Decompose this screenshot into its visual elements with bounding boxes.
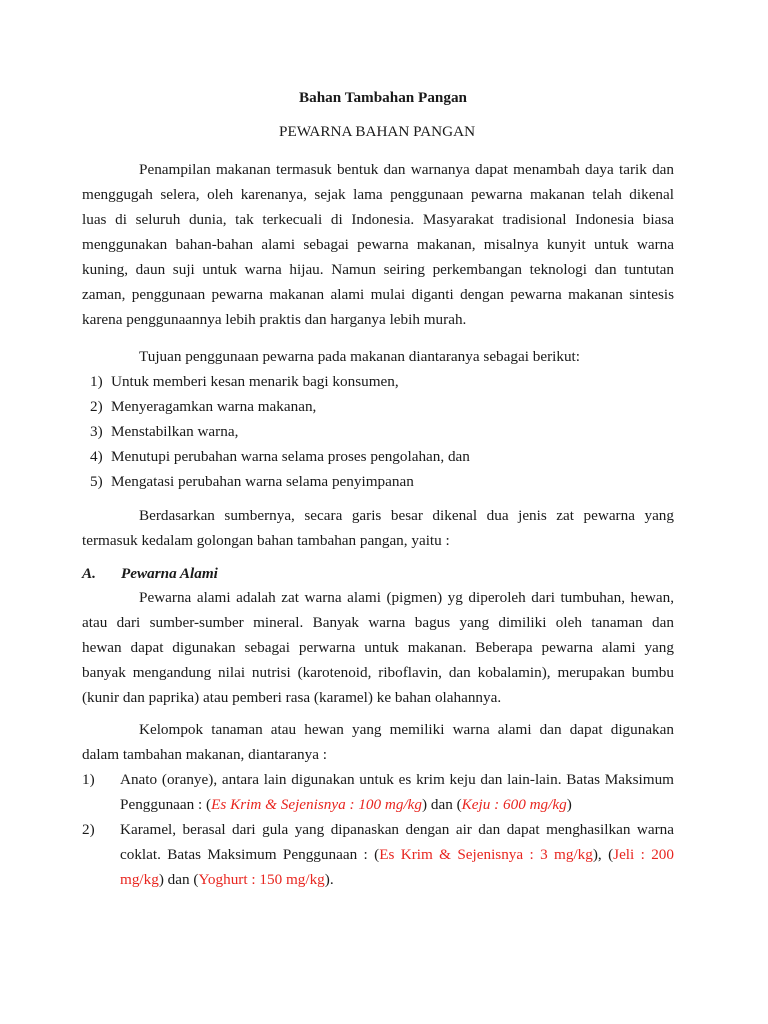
colorant-item-line: coklat. Batas Maksimum Penggunaan : (Es Krim & Sejenisnya : 3 mg/kg), (Jeli : 200 <box>120 846 674 863</box>
list-item-number: 3) <box>90 423 103 440</box>
colorant-item-line: Karamel, berasal dari gula yang dipanaskan dengan air dan dapat menghasilkan warna <box>120 821 674 838</box>
list-item: Menutupi perubahan warna selama proses pengolahan, dan <box>111 448 470 465</box>
max-usage-limit: Yoghurt : 150 mg/kg <box>198 871 325 888</box>
paragraph-5-line: dalam tambahan makanan, diantaranya : <box>82 746 328 763</box>
list-item-number: 1) <box>90 373 103 390</box>
document-title: Bahan Tambahan Pangan <box>299 89 467 106</box>
list-item: Mengatasi perubahan warna selama penyimpanan <box>111 473 414 490</box>
colorant-item-line: Anato (oranye), antara lain digunakan untuk es krim keju dan lain-lain. Batas Maksimum <box>120 771 674 788</box>
max-usage-limit: Es Krim & Sejenisnya : 3 mg/kg <box>379 846 593 863</box>
list-item-number: 5) <box>90 473 103 490</box>
paragraph-1-line: menggunakan bahan-bahan alami sebagai pewarna makanan, misalnya kunyit untuk warna <box>82 236 674 253</box>
paragraph-4-line: Pewarna alami adalah zat warna alami (pigmen) yg diperoleh dari tumbuhan, hewan, <box>139 589 674 606</box>
list-item: Menstabilkan warna, <box>111 423 239 440</box>
paragraph-4-line: (kunir dan paprika) atau pemberi rasa (karamel) ke bahan olahannya. <box>82 689 502 706</box>
paragraph-1-line: kuning, daun suji untuk warna hijau. Namun seiring perkembangan teknologi dan tuntutan <box>82 261 674 278</box>
list-item: Menyeragamkan warna makanan, <box>111 398 317 415</box>
list-item-number: 4) <box>90 448 103 465</box>
paragraph-1-line: luas di seluruh dunia, tak terkecuali di Indonesia. Masyarakat tradisional Indonesia biasa <box>82 211 674 228</box>
section-a-heading: Pewarna Alami <box>121 565 218 582</box>
max-usage-limit: Keju : 600 mg/kg <box>461 796 567 813</box>
paragraph-3-line: termasuk kedalam golongan bahan tambahan pangan, yaitu : <box>82 532 450 549</box>
colorant-item-line: mg/kg) dan (Yoghurt : 150 mg/kg). <box>120 871 334 888</box>
list-item-number: 2) <box>90 398 103 415</box>
paragraph-1-line: menggugah selera, oleh karenanya, sejak lama penggunaan pewarna makanan telah dikenal <box>82 186 674 203</box>
paragraph-4-line: atau dari sumber-sumber mineral. Banyak warna bagus yang dimiliki oleh tanaman dan <box>82 614 674 631</box>
max-usage-limit: Jeli : 200 <box>613 846 674 863</box>
section-a-letter: A. <box>82 565 96 582</box>
colorant-item-number: 1) <box>82 771 95 788</box>
colorant-item-number: 2) <box>82 821 95 838</box>
paragraph-4-line: banyak mengandung nilai nutrisi (karotenoid, riboflavin, dan kobalamin), merupakan bumbu <box>82 664 674 681</box>
max-usage-limit: Es Krim & Sejenisnya : 100 mg/kg <box>211 796 423 813</box>
paragraph-5-line: Kelompok tanaman atau hewan yang memiliki warna alami dan dapat digunakan <box>139 721 674 738</box>
colorant-item-line: Penggunaan : (Es Krim & Sejenisnya : 100 mg/kg) dan (Keju : 600 mg/kg) <box>120 796 572 813</box>
max-usage-limit: mg/kg <box>120 871 159 888</box>
paragraph-1-line: Penampilan makanan termasuk bentuk dan warnanya dapat menambah daya tarik dan <box>139 161 674 178</box>
paragraph-4-line: hewan dapat digunakan sebagai perwarna untuk makanan. Beberapa pewarna alami yang <box>82 639 674 656</box>
paragraph-1-line: zaman, penggunaan pewarna makanan alami mulai diganti dengan pewarna makanan sintesis <box>82 286 674 303</box>
list-item: Untuk memberi kesan menarik bagi konsumen, <box>111 373 399 390</box>
paragraph-1-line: karena penggunaannya lebih praktis dan harganya lebih murah. <box>82 311 467 328</box>
paragraph-3-line: Berdasarkan sumbernya, secara garis besar dikenal dua jenis zat pewarna yang <box>139 507 674 524</box>
paragraph-2: Tujuan penggunaan pewarna pada makanan diantaranya sebagai berikut: <box>139 348 580 365</box>
document-subtitle: PEWARNA BAHAN PANGAN <box>279 123 476 140</box>
